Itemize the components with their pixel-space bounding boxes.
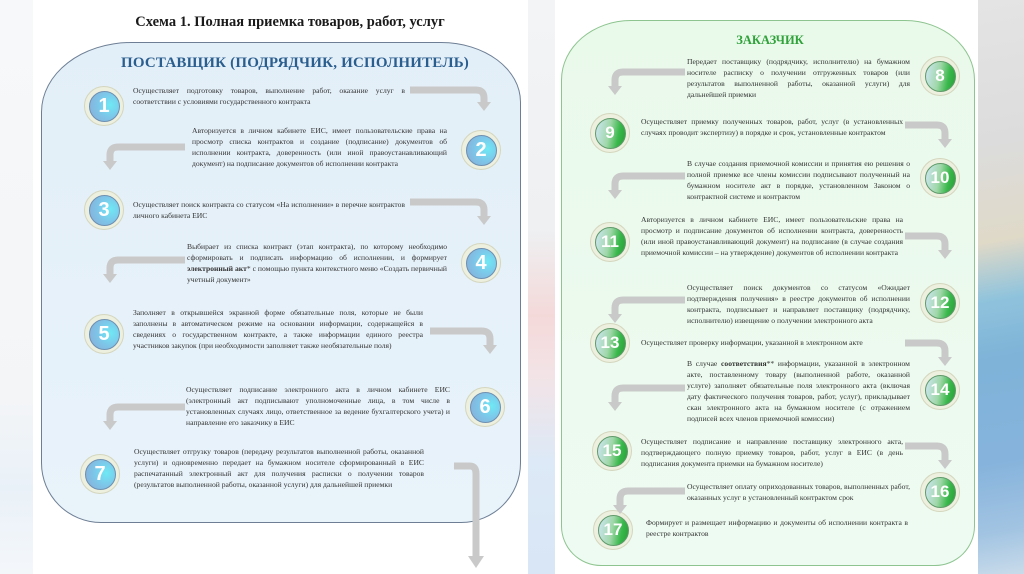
step-number: 16 (925, 477, 956, 508)
step-number: 11 (595, 227, 626, 258)
step-number-badge (80, 454, 120, 494)
background-middle-strip (528, 0, 555, 574)
step-number-badge (84, 190, 124, 230)
arrow-right-down-icon (905, 442, 955, 470)
supplier-heading: ПОСТАВЩИК (ПОДРЯДЧИК, ИСПОЛНИТЕЛЬ) (120, 55, 470, 71)
step-number: 3 (89, 195, 120, 226)
step-number: 6 (470, 392, 501, 423)
step-text: Осуществляет подписание и направление поставщику электронного акта, подтверждающего полную приемку товаров, работ, услуг в ЕИС (в день подписания документа приемки на бумажном носителе) (641, 437, 903, 468)
step-number: 12 (925, 288, 956, 319)
step-number-badge (920, 370, 960, 410)
arrow-left-down-icon (605, 172, 685, 200)
arrow-left-down-icon (100, 403, 185, 431)
step-number: 9 (595, 118, 626, 149)
step-text (687, 358, 910, 424)
step-number-badge (590, 323, 630, 363)
step-text: Осуществляет подготовку товаров, выполнение работ, оказание услуг в соответствии с условиями государственного контракта (133, 86, 405, 106)
step-number-badge (593, 510, 633, 550)
step-number: 5 (89, 319, 120, 350)
customer-heading: ЗАКАЗЧИК (736, 33, 804, 47)
step-text-part: Выбирает из списка контракт (этап контракта), по которому необходимо сформировать и подписать информацию об исполнении, и формирует (187, 242, 447, 262)
step-number: 15 (597, 436, 628, 467)
step-number-badge (84, 314, 124, 354)
step-text: Осуществляет поиск документов со статусом «Ожидает подтверждения получения» в реестре документов об исполнении контракта, подписывает и направляет поставщику (подрядчику, исполнителю) извещение о получении электронного акта (687, 283, 910, 325)
step-text: Передает поставщику (подрядчику, исполнителю) на бумажном носителе расписку о получении отгруженных товаров (или результатов выполненной работы, оказанной услуги) для дальнейшей приемки (687, 57, 910, 99)
step-number-badge (465, 387, 505, 427)
step-number-badge (592, 431, 632, 471)
step-number-badge (590, 113, 630, 153)
step-text: Осуществляет поиск контракта со статусом «На исполнении» в перечне контрактов личного кабинета ЕИС (133, 200, 405, 220)
step-number-badge (920, 56, 960, 96)
arrow-left-down-icon (100, 256, 185, 284)
step-text-part: ** информации, указанной в электронном акте, поставленному товару (выполненной работе, оказанной услуге) заполняет обязательные поля электронного акта (включая дату фактического получения товаров, работ, услуг), прикладывает скан электронного акта на бумажном носителе (с отражением подписей всех членов приемочной комиссии) (687, 359, 910, 423)
scheme-title: Схема 1. Полная приемка товаров, работ, услуг (135, 14, 445, 30)
step-number: 7 (85, 459, 116, 490)
step-number: 1 (89, 91, 120, 122)
step-text: Заполняет в открывшейся экранной форме обязательные поля, которые не были заполнены в автоматическом режиме на основании информации, содержащейся в сведениях о государственном контракте, а также информации единого реестра участников закупок (при необходимости заполняет также необязательные поля) (133, 308, 423, 350)
step-text: Осуществляет подписание электронного акта в личном кабинете ЕИС (электронный акт подписывают уполномоченные лица, в том числе в установленных случаях лицо, ответственное за ведение бухгалтерского учета) и направление его заказчику в ЕИС (186, 385, 450, 427)
arrow-left-down-icon (610, 487, 685, 515)
background-left (0, 0, 33, 574)
arrow-right-down-icon (905, 339, 955, 367)
arrow-left-down-icon (100, 143, 185, 171)
step-text: Авторизуется в личном кабинете ЕИС, имеет пользовательские права на просмотр и подписание документов об исполнении контракта, доверенность (или иной правоустанавливающий документ) на подписание (в случае создания приемочной комиссии – на утверждение) документов об исполнении контракта (641, 215, 903, 257)
step-number: 13 (595, 328, 626, 359)
step-number-badge (920, 472, 960, 512)
step-text-part: * с помощью пункта контекстного меню «Создать первичный учетный документ» (187, 264, 447, 284)
arrow-left-down-icon (605, 384, 685, 412)
step-number: 17 (598, 515, 629, 546)
step-number-badge (920, 283, 960, 323)
arrow-right-down-icon (905, 232, 955, 260)
arrow-right-down-icon (430, 327, 500, 355)
step-text-bold: электронный акт (187, 264, 247, 273)
step-number: 14 (925, 375, 956, 406)
step-text: Осуществляет приемку полученных товаров, работ, услуг (в установленных случаях проводит экспертизу) в порядке и срок, установленные контрактом (641, 117, 903, 137)
step-number-badge (461, 130, 501, 170)
arrow-right-down-icon (410, 86, 495, 112)
step-text: Осуществляет отгрузку товаров (передачу результатов выполненной работы, оказанной услуги) и одновременно передает на бумажном носителе сформированный в ЕИС распечатанный электронный акт для получения расписки о получении товаров (результатов выполненной работы, оказанной услуги) для дальнейшей приемки (134, 447, 424, 489)
arrow-right-down-icon (905, 121, 955, 149)
arrow-right-down-icon (410, 198, 495, 226)
step-text-part: В случае (687, 359, 722, 368)
step-text-bold: соответствия (721, 359, 767, 368)
step-text: В случае создания приемочной комиссии и принятия ею решения о полной приемке все члены комиссии подписывают полученный на бумажном носителе акт в порядке, установленном Законом о контрактной системе и контрактом (687, 159, 910, 201)
step-text: Осуществляет оплату оприходованных товаров, выполненных работ, оказанных услуг в установленный контрактом срок (687, 482, 910, 502)
background-right-image (978, 0, 1024, 574)
arrow-left-down-icon (605, 68, 685, 96)
step-text (187, 241, 447, 285)
step-number-badge (590, 222, 630, 262)
step-text: Формирует и размещает информацию и документы об исполнении контракта в реестре контрактов (646, 518, 908, 538)
step-text: Авторизуется в личном кабинете ЕИС, имеет пользовательские права на просмотр списка контрактов и создание (подписание) документов об исполнении контракта, доверенность (или иной правоустанавливающий документ) на подписание документов об исполнении контракта (192, 126, 447, 168)
step-text: Осуществляет проверку информации, указанной в электронном акте (641, 338, 863, 347)
step-number: 4 (466, 248, 497, 279)
step-number-badge (84, 86, 124, 126)
step-number-badge (461, 243, 501, 283)
step-number-badge (920, 158, 960, 198)
step-number: 10 (925, 163, 956, 194)
arrow-left-down-icon (605, 296, 685, 324)
step-number: 8 (925, 61, 956, 92)
arrow-down-to-customer-icon (452, 462, 492, 570)
step-number: 2 (466, 135, 497, 166)
